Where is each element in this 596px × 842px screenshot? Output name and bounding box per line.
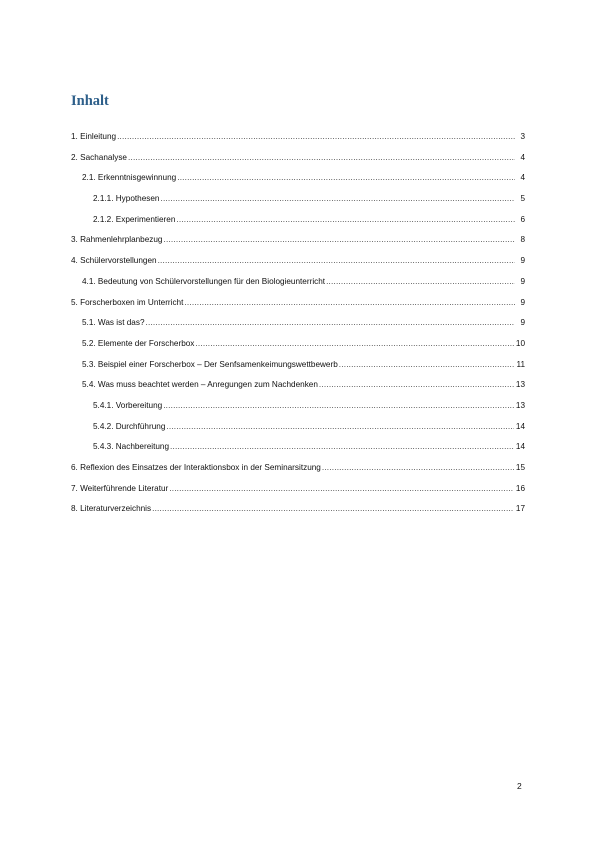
toc-dot-leader [195,339,513,348]
toc-entry-title: 3. Rahmenlehrplanbezug [71,235,163,245]
toc-entry-title: 5.2. Elemente der Forscherbox [82,338,195,348]
toc-entry-title: 7. Weiterführende Literatur [71,483,169,493]
toc-dot-leader [164,235,516,244]
toc-entry-page: 14 [515,442,525,452]
toc-dot-leader [160,194,515,203]
toc-entry-page: 6 [520,214,525,224]
toc-entry[interactable] [71,463,525,484]
toc-heading: Inhalt [71,93,109,109]
toc-entry-title: 4.1. Bedeutung von Schülervorstellungen für den Biologieunterricht [82,276,326,286]
toc-entry-page: 14 [515,421,525,431]
toc-entry[interactable] [71,442,525,463]
toc-entry[interactable] [71,318,525,339]
toc-dot-leader [319,380,514,389]
toc-dot-leader [152,504,514,513]
toc-entry-title: 5. Forscherboxen im Unterricht [71,297,184,307]
toc-entry[interactable] [71,422,525,443]
toc-entry-title: 2.1.1. Hypothesen [93,194,160,204]
toc-entry[interactable] [71,360,525,381]
toc-entry-title: 5.4.2. Durchführung [93,421,166,431]
toc-entry-page: 9 [520,318,525,328]
toc-dot-leader [184,298,515,307]
toc-entry-page: 16 [515,483,525,493]
toc-entry[interactable] [71,298,525,319]
toc-entry-title: 6. Reflexion des Einsatzes der Interaktionsbox in der Seminarsitzung [71,463,321,472]
toc-entry-title: 4. Schülervorstellungen [71,256,157,266]
toc-entry-title: 2.1. Erkenntnisgewinnung [82,173,177,183]
toc-entry-page: 9 [520,256,525,266]
toc-entry[interactable] [71,173,525,194]
toc-dot-leader [158,256,515,265]
toc-entry[interactable] [71,277,525,298]
toc-entry-title: 5.1. Was ist das? [82,318,145,328]
toc-entry-page: 13 [515,400,525,410]
toc-entry-title: 1. Einleitung [71,132,117,141]
toc-dot-leader [170,442,514,451]
toc-entry[interactable] [71,504,525,525]
toc-entry[interactable] [71,194,525,215]
toc-entry[interactable] [71,256,525,277]
toc-entry-page: 4 [520,173,525,183]
toc-entry[interactable] [71,401,525,422]
toc-entry-page: 5 [520,194,525,204]
toc-dot-leader [146,318,516,327]
toc-dot-leader [128,153,515,162]
toc-entry[interactable] [71,215,525,236]
toc-entry[interactable] [71,132,525,153]
toc-entry-title: 5.4. Was muss beachtet werden – Anregungen zum Nachdenken [82,380,318,390]
toc-entry-page: 3 [520,132,525,141]
toc-dot-leader [163,401,514,410]
toc-dot-leader [166,422,514,431]
toc-dot-leader [176,215,515,224]
toc-entry[interactable] [71,153,525,174]
toc-entry-page: 15 [515,463,525,472]
toc-entry-title: 2.1.2. Experimentieren [93,214,176,224]
toc-dot-leader [339,360,515,369]
toc-entry-title: 5.4.3. Nachbereitung [93,442,170,452]
toc-entry-title: 5.4.1. Vorbereitung [93,400,163,410]
toc-dot-leader [169,484,514,493]
page-number: 2 [517,781,522,791]
table-of-contents [71,132,525,525]
toc-entry-page: 9 [520,276,525,286]
toc-dot-leader [117,132,515,141]
toc-dot-leader [326,277,515,286]
toc-entry[interactable] [71,339,525,360]
toc-entry-page: 8 [520,235,525,245]
toc-entry[interactable] [71,380,525,401]
toc-entry-page: 11 [516,359,525,369]
toc-entry[interactable] [71,484,525,505]
toc-entry-title: 2. Sachanalyse [71,152,127,162]
toc-entry[interactable] [71,235,525,256]
toc-entry-page: 9 [520,297,525,307]
toc-entry-page: 17 [515,504,525,514]
toc-entry-page: 4 [520,152,525,162]
toc-entry-title: 5.3. Beispiel einer Forscherbox – Der Senfsamenkeimungswettbewerb [82,359,338,369]
toc-dot-leader [177,173,515,182]
toc-entry-title: 8. Literaturverzeichnis [71,504,152,514]
toc-dot-leader [322,463,514,472]
toc-entry-page: 13 [515,380,525,390]
toc-entry-page: 10 [515,338,525,348]
